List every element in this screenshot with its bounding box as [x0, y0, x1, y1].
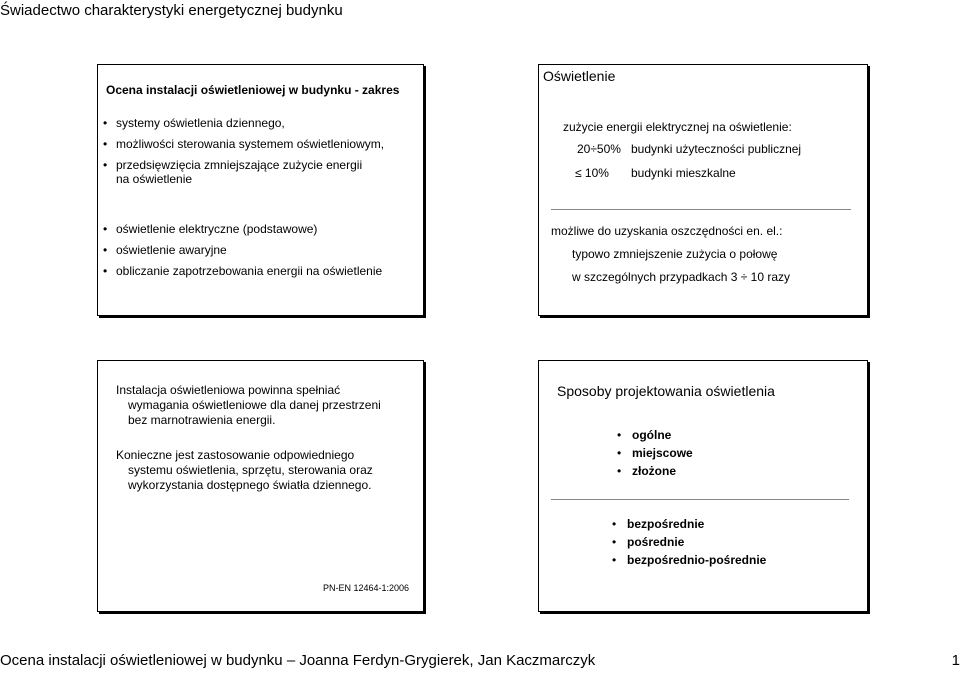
- page-number: 1: [951, 652, 960, 669]
- standard-reference: PN-EN 12464-1:2006: [323, 583, 410, 593]
- page-footer: [0, 652, 960, 669]
- slide-lighting-assessment-scope: [97, 64, 424, 316]
- savings-typical: typowo zmniejszenie zużycia o połowę: [572, 247, 778, 261]
- list-item: • pośrednie: [612, 533, 766, 551]
- residential-range: ≤ 10%: [575, 166, 609, 180]
- list-item: • oświetlenie awaryjne: [99, 243, 414, 257]
- divider: [551, 209, 851, 210]
- consumption-intro: zużycie energii elektrycznej na oświetlenie:: [563, 120, 792, 134]
- text-line: bez marnotrawienia energii.: [128, 413, 276, 427]
- requirements-paragraph: [116, 383, 416, 428]
- list-item: • możliwości sterowania systemem oświetleniowym,: [99, 137, 414, 151]
- slide-requirements: [97, 360, 424, 612]
- slide-title: Oświetlenie: [543, 68, 616, 84]
- list-item: • oświetlenie elektryczne (podstawowe): [99, 222, 414, 236]
- slide-design-methods: [538, 360, 868, 612]
- list-item: • obliczanie zapotrzebowania energii na oświetlenie: [99, 264, 414, 278]
- slide-title: Sposoby projektowania oświetlenia: [557, 383, 775, 399]
- slide-title: Ocena instalacji oświetleniowej w budynku - zakres: [106, 83, 400, 97]
- list-item: • złożone: [617, 462, 693, 480]
- list-item: • ogólne: [617, 426, 693, 444]
- scope-list-2: [99, 222, 414, 285]
- list-item: • systemy oświetlenia dziennego,: [99, 116, 414, 130]
- divider: [551, 499, 849, 500]
- slide-lighting: [538, 64, 868, 316]
- savings-special: w szczególnych przypadkach 3 ÷ 10 razy: [572, 270, 791, 284]
- footer-text: Ocena instalacji oświetleniowej w budynku – Joanna Ferdyn-Grygierek, Jan Kaczmarczyk: [0, 652, 596, 669]
- public-buildings-range: 20÷50%: [577, 142, 621, 156]
- text-line: wykorzystania dostępnego światła dziennego.: [128, 478, 372, 492]
- scope-list-1: [99, 116, 414, 193]
- text-line: Instalacja oświetleniowa powinna spełniać: [116, 383, 341, 397]
- residential-label: budynki mieszkalne: [631, 166, 736, 180]
- list-item: • miejscowe: [617, 444, 693, 462]
- list-item: • przedsięwzięcia zmniejszające zużycie energii na oświetlenie: [99, 158, 376, 186]
- page-title: Świadectwo charakterystyki energetycznej budynku: [0, 2, 343, 19]
- text-line: wymagania oświetleniowe dla danej przestrzeni: [128, 398, 381, 412]
- list-item: • bezpośrednio-pośrednie: [612, 551, 766, 569]
- list-item: • bezpośrednie: [612, 515, 766, 533]
- lighting-direction-list: [612, 515, 766, 569]
- text-line: systemu oświetlenia, sprzętu, sterowania oraz: [128, 463, 373, 477]
- lighting-types-list: [617, 426, 693, 480]
- public-buildings-label: budynki użyteczności publicznej: [631, 142, 802, 156]
- system-paragraph: [116, 448, 416, 493]
- savings-intro: możliwe do uzyskania oszczędności en. el.:: [551, 224, 783, 238]
- text-line: Konieczne jest zastosowanie odpowiedniego: [116, 448, 355, 462]
